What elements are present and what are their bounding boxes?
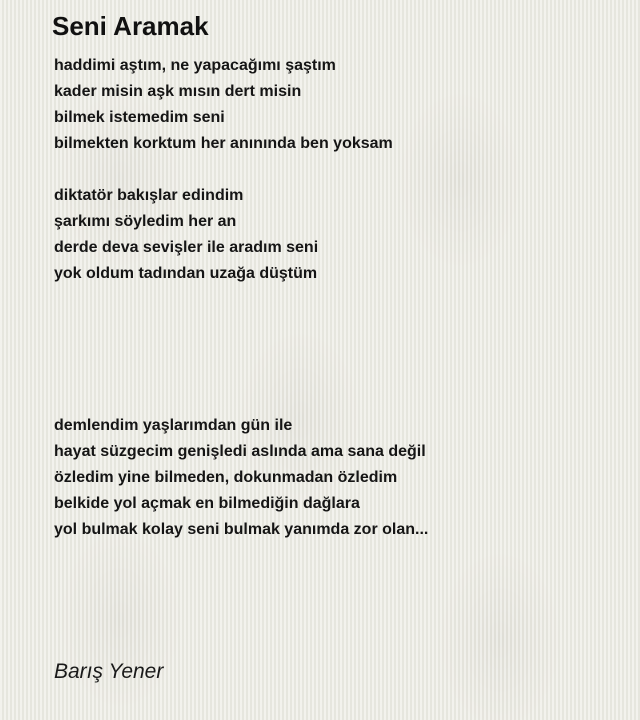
stanza-1	[54, 53, 614, 157]
stanza-gap	[54, 287, 614, 413]
poem-line: özledim yine bilmeden, dokunmadan özledim	[54, 469, 398, 486]
poem-author: Barış Yener	[54, 660, 164, 683]
poem-line: yol bulmak kolay seni bulmak yanımda zor olan...	[54, 521, 429, 538]
poem-line: haddimi aştım, ne yapacağımı şaştım	[54, 57, 336, 74]
poem-line: diktatör bakışlar edindim	[54, 187, 244, 204]
poem-title: Seni Aramak	[52, 11, 209, 41]
poem-line: belkide yol açmak en bilmediğin dağlara	[54, 495, 360, 512]
poem-line: bilmek istemedim seni	[54, 109, 225, 126]
stanza-3	[54, 413, 614, 543]
poem-line: derde deva sevişler ile aradım seni	[54, 239, 319, 256]
poem-line: şarkımı söyledim her an	[54, 213, 237, 230]
stanza-gap	[54, 157, 614, 183]
poem-line: yok oldum tadından uzağa düştüm	[54, 265, 318, 282]
stanza-2	[54, 183, 614, 287]
poem-line: hayat süzgecim genişledi aslında ama sana değil	[54, 443, 426, 460]
poem-line: kader misin aşk mısın dert misin	[54, 83, 302, 100]
poem-body	[54, 53, 614, 543]
poem-line: bilmekten korktum her anınında ben yoksam	[54, 135, 393, 152]
poem-line: demlendim yaşlarımdan gün ile	[54, 417, 293, 434]
